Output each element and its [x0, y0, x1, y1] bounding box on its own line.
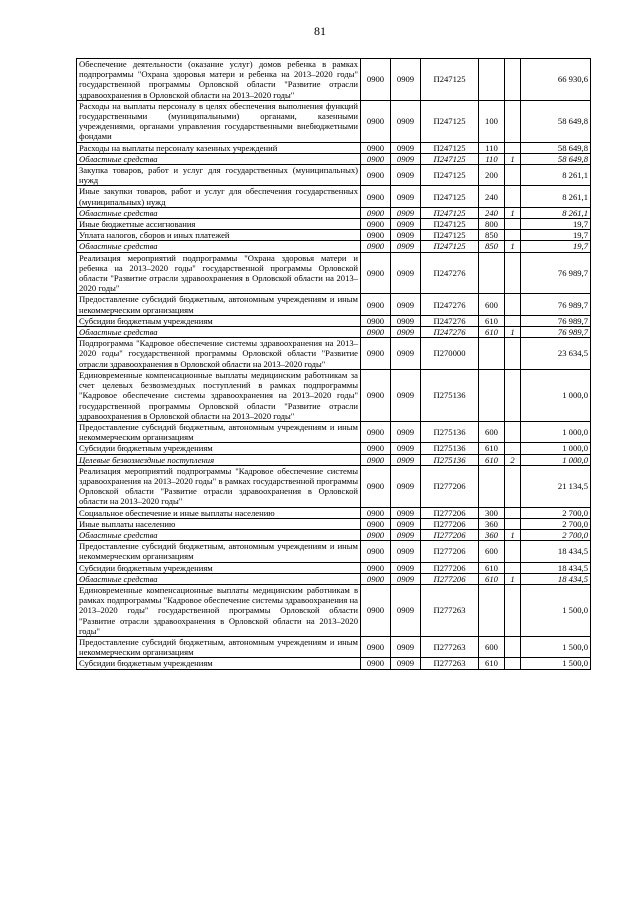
ministry-code: 0900 [361, 636, 391, 657]
row-description: Иные выплаты населению [77, 518, 361, 529]
ministry-code: 0900 [361, 518, 391, 529]
ministry-code: 0900 [361, 658, 391, 669]
table-row [77, 165, 591, 186]
table-row [77, 327, 591, 338]
expense-type-code: 610 [479, 327, 505, 338]
table-row [77, 142, 591, 153]
amount: 18 434,5 [521, 573, 591, 584]
table-row [77, 252, 591, 294]
amount: 23 634,5 [521, 338, 591, 370]
page-number: 81 [314, 24, 326, 38]
section-code: 0909 [391, 584, 421, 636]
table-row [77, 421, 591, 442]
funding-source-code [505, 518, 521, 529]
amount: 58 649,8 [521, 100, 591, 142]
ministry-code: 0900 [361, 421, 391, 442]
section-code: 0909 [391, 507, 421, 518]
funding-source-code [505, 443, 521, 454]
row-description: Единовременные компенсационные выплаты медицинским работникам за счет целевых безвозмездных поступлений в рамках подпрограммы "Кадровое обеспечение системы здравоохранения на 2013–2020 годы" государственной программы Орловской области "Развитие отрасли здравоохранения в Орловской области на 2013–2020 годы" [77, 369, 361, 421]
ministry-code: 0900 [361, 338, 391, 370]
section-code: 0909 [391, 465, 421, 507]
funding-source-code: 1 [505, 573, 521, 584]
target-article-code: П275136 [421, 421, 479, 442]
section-code: 0909 [391, 186, 421, 207]
ministry-code: 0900 [361, 315, 391, 326]
expense-type-code: 610 [479, 443, 505, 454]
ministry-code: 0900 [361, 241, 391, 252]
row-description: Реализация мероприятий подпрограммы "Охрана здоровья матери и ребенка на 2013–2020 годы" государственной программы Орловской области "Развитие отрасли здравоохранения в Орловской области на 2013–2020 годы" [77, 252, 361, 294]
row-description: Реализация мероприятий подпрограммы "Кадровое обеспечение системы здравоохранения на 2013–2020 годы" в рамках государственной программы Орловской области "Развитие отрасли здравоохранения в Орловской области на 2013–2020 годы" [77, 465, 361, 507]
amount: 1 000,0 [521, 421, 591, 442]
table-row [77, 507, 591, 518]
row-description: Областные средства [77, 241, 361, 252]
amount: 21 134,5 [521, 465, 591, 507]
section-code: 0909 [391, 59, 421, 101]
amount: 2 700,0 [521, 518, 591, 529]
section-code: 0909 [391, 636, 421, 657]
expense-type-code: 110 [479, 153, 505, 164]
budget-table [76, 58, 591, 670]
funding-source-code: 1 [505, 241, 521, 252]
row-description: Областные средства [77, 573, 361, 584]
target-article-code: П270000 [421, 338, 479, 370]
expense-type-code [479, 59, 505, 101]
amount: 58 649,8 [521, 142, 591, 153]
funding-source-code [505, 315, 521, 326]
funding-source-code: 2 [505, 454, 521, 465]
amount: 76 989,7 [521, 252, 591, 294]
expense-type-code: 610 [479, 315, 505, 326]
amount: 1 000,0 [521, 443, 591, 454]
expense-type-code: 600 [479, 636, 505, 657]
table-row [77, 518, 591, 529]
section-code: 0909 [391, 529, 421, 540]
funding-source-code [505, 59, 521, 101]
section-code: 0909 [391, 518, 421, 529]
amount: 1 000,0 [521, 454, 591, 465]
expense-type-code: 100 [479, 100, 505, 142]
ministry-code: 0900 [361, 165, 391, 186]
target-article-code: П247125 [421, 186, 479, 207]
funding-source-code [505, 636, 521, 657]
row-description: Иные закупки товаров, работ и услуг для обеспечения государственных (муниципальных) нужд [77, 186, 361, 207]
expense-type-code [479, 338, 505, 370]
row-description: Предоставление субсидий бюджетным, автономным учреждениям и иным некоммерческим организациям [77, 294, 361, 315]
ministry-code: 0900 [361, 294, 391, 315]
funding-source-code [505, 294, 521, 315]
section-code: 0909 [391, 241, 421, 252]
expense-type-code: 360 [479, 529, 505, 540]
ministry-code: 0900 [361, 584, 391, 636]
target-article-code: П247125 [421, 142, 479, 153]
target-article-code: П247276 [421, 327, 479, 338]
amount: 18 434,5 [521, 562, 591, 573]
amount: 1 500,0 [521, 636, 591, 657]
table-row [77, 573, 591, 584]
ministry-code: 0900 [361, 541, 391, 562]
ministry-code: 0900 [361, 142, 391, 153]
ministry-code: 0900 [361, 465, 391, 507]
row-description: Областные средства [77, 327, 361, 338]
section-code: 0909 [391, 454, 421, 465]
table-row [77, 219, 591, 230]
row-description: Субсидии бюджетным учреждениям [77, 658, 361, 669]
target-article-code: П247125 [421, 153, 479, 164]
table-row [77, 454, 591, 465]
row-description: Областные средства [77, 529, 361, 540]
ministry-code: 0900 [361, 529, 391, 540]
expense-type-code: 240 [479, 186, 505, 207]
row-description: Субсидии бюджетным учреждениям [77, 443, 361, 454]
section-code: 0909 [391, 369, 421, 421]
section-code: 0909 [391, 230, 421, 241]
funding-source-code: 1 [505, 153, 521, 164]
row-description: Предоставление субсидий бюджетным, автономным учреждениям и иным некоммерческим организациям [77, 636, 361, 657]
target-article-code: П247125 [421, 59, 479, 101]
table-row [77, 369, 591, 421]
ministry-code: 0900 [361, 207, 391, 218]
funding-source-code [505, 338, 521, 370]
row-description: Социальное обеспечение и иные выплаты населению [77, 507, 361, 518]
target-article-code: П247276 [421, 315, 479, 326]
amount: 58 649,8 [521, 153, 591, 164]
amount: 19,7 [521, 230, 591, 241]
table-body [77, 59, 591, 670]
table-row [77, 541, 591, 562]
section-code: 0909 [391, 573, 421, 584]
ministry-code: 0900 [361, 562, 391, 573]
target-article-code: П247125 [421, 100, 479, 142]
expense-type-code: 610 [479, 562, 505, 573]
expense-type-code: 600 [479, 294, 505, 315]
target-article-code: П277206 [421, 541, 479, 562]
section-code: 0909 [391, 252, 421, 294]
expense-type-code: 850 [479, 241, 505, 252]
section-code: 0909 [391, 658, 421, 669]
section-code: 0909 [391, 219, 421, 230]
amount: 76 989,7 [521, 327, 591, 338]
target-article-code: П247125 [421, 207, 479, 218]
ministry-code: 0900 [361, 327, 391, 338]
expense-type-code: 610 [479, 573, 505, 584]
ministry-code: 0900 [361, 59, 391, 101]
target-article-code: П277206 [421, 573, 479, 584]
table-row [77, 241, 591, 252]
expense-type-code [479, 465, 505, 507]
amount: 8 261,1 [521, 186, 591, 207]
expense-type-code: 610 [479, 454, 505, 465]
amount: 2 700,0 [521, 507, 591, 518]
target-article-code: П277206 [421, 562, 479, 573]
funding-source-code [505, 658, 521, 669]
row-description: Субсидии бюджетным учреждениям [77, 562, 361, 573]
table-row [77, 230, 591, 241]
target-article-code: П275136 [421, 369, 479, 421]
table-row [77, 153, 591, 164]
row-description: Областные средства [77, 207, 361, 218]
table-row [77, 186, 591, 207]
table-row [77, 465, 591, 507]
funding-source-code [505, 100, 521, 142]
funding-source-code [505, 252, 521, 294]
target-article-code: П277206 [421, 465, 479, 507]
expense-type-code: 600 [479, 421, 505, 442]
row-description: Обеспечение деятельности (оказание услуг) домов ребенка в рамках подпрограммы "Охрана здоровья матери и ребенка на 2013–2020 годы" государственной программы Орловской области "Развитие отрасли здравоохранения в Орловской области на 2013–2020 годы" [77, 59, 361, 101]
amount: 18 434,5 [521, 541, 591, 562]
expense-type-code: 240 [479, 207, 505, 218]
expense-type-code: 850 [479, 230, 505, 241]
target-article-code: П277263 [421, 636, 479, 657]
target-article-code: П275136 [421, 443, 479, 454]
expense-type-code: 360 [479, 518, 505, 529]
section-code: 0909 [391, 338, 421, 370]
section-code: 0909 [391, 100, 421, 142]
row-description: Иные бюджетные ассигнования [77, 219, 361, 230]
target-article-code: П247125 [421, 230, 479, 241]
table-row [77, 100, 591, 142]
row-description: Предоставление субсидий бюджетным, автономным учреждениям и иным некоммерческим организациям [77, 541, 361, 562]
table-row [77, 315, 591, 326]
expense-type-code: 600 [479, 541, 505, 562]
table-row [77, 658, 591, 669]
target-article-code: П277206 [421, 518, 479, 529]
funding-source-code [505, 421, 521, 442]
funding-source-code [505, 369, 521, 421]
ministry-code: 0900 [361, 454, 391, 465]
funding-source-code [505, 541, 521, 562]
target-article-code: П277263 [421, 584, 479, 636]
expense-type-code: 200 [479, 165, 505, 186]
funding-source-code [505, 219, 521, 230]
section-code: 0909 [391, 165, 421, 186]
section-code: 0909 [391, 443, 421, 454]
target-article-code: П277206 [421, 507, 479, 518]
section-code: 0909 [391, 142, 421, 153]
ministry-code: 0900 [361, 219, 391, 230]
table-row [77, 207, 591, 218]
ministry-code: 0900 [361, 153, 391, 164]
funding-source-code [505, 230, 521, 241]
row-description: Субсидии бюджетным учреждениям [77, 315, 361, 326]
funding-source-code [505, 584, 521, 636]
table-row [77, 562, 591, 573]
amount: 1 000,0 [521, 369, 591, 421]
expense-type-code [479, 369, 505, 421]
row-description: Расходы на выплаты персоналу казенных учреждений [77, 142, 361, 153]
amount: 66 930,6 [521, 59, 591, 101]
ministry-code: 0900 [361, 573, 391, 584]
ministry-code: 0900 [361, 443, 391, 454]
funding-source-code [505, 186, 521, 207]
table-row [77, 584, 591, 636]
expense-type-code: 610 [479, 658, 505, 669]
section-code: 0909 [391, 294, 421, 315]
funding-source-code [505, 562, 521, 573]
table-row [77, 294, 591, 315]
ministry-code: 0900 [361, 100, 391, 142]
table-row [77, 443, 591, 454]
section-code: 0909 [391, 421, 421, 442]
funding-source-code: 1 [505, 529, 521, 540]
target-article-code: П247276 [421, 294, 479, 315]
funding-source-code [505, 465, 521, 507]
ministry-code: 0900 [361, 230, 391, 241]
amount: 2 700,0 [521, 529, 591, 540]
row-description: Уплата налогов, сборов и иных платежей [77, 230, 361, 241]
section-code: 0909 [391, 541, 421, 562]
target-article-code: П247125 [421, 241, 479, 252]
row-description: Подпрограмма "Кадровое обеспечение системы здравоохранения на 2013–2020 годы" государственной программы Орловской области "Развитие отрасли здравоохранения в Орловской области на 2013–2020 годы" [77, 338, 361, 370]
table-row [77, 529, 591, 540]
amount: 8 261,1 [521, 207, 591, 218]
ministry-code: 0900 [361, 252, 391, 294]
section-code: 0909 [391, 207, 421, 218]
amount: 1 500,0 [521, 658, 591, 669]
row-description: Закупка товаров, работ и услуг для государственных (муниципальных) нужд [77, 165, 361, 186]
amount: 76 989,7 [521, 294, 591, 315]
funding-source-code: 1 [505, 327, 521, 338]
table-row [77, 59, 591, 101]
amount: 76 989,7 [521, 315, 591, 326]
row-description: Расходы на выплаты персоналу в целях обеспечения выполнения функций государственными (муниципальными) органами, казенными учреждениями, органами управления государственными внебюджетными фондами [77, 100, 361, 142]
funding-source-code [505, 142, 521, 153]
target-article-code: П275136 [421, 454, 479, 465]
amount: 19,7 [521, 219, 591, 230]
expense-type-code [479, 252, 505, 294]
section-code: 0909 [391, 153, 421, 164]
amount: 8 261,1 [521, 165, 591, 186]
section-code: 0909 [391, 327, 421, 338]
row-description: Предоставление субсидий бюджетным, автономным учреждениям и иным некоммерческим организациям [77, 421, 361, 442]
expense-type-code [479, 584, 505, 636]
ministry-code: 0900 [361, 369, 391, 421]
section-code: 0909 [391, 315, 421, 326]
expense-type-code: 110 [479, 142, 505, 153]
table-row [77, 636, 591, 657]
funding-source-code [505, 165, 521, 186]
target-article-code: П277263 [421, 658, 479, 669]
target-article-code: П277206 [421, 529, 479, 540]
funding-source-code: 1 [505, 207, 521, 218]
target-article-code: П247125 [421, 219, 479, 230]
expense-type-code: 300 [479, 507, 505, 518]
target-article-code: П247125 [421, 165, 479, 186]
row-description: Единовременные компенсационные выплаты медицинским работникам в рамках подпрограммы "Кадровое обеспечение системы здравоохранения на 2013–2020 годы" государственной программы Орловской области "Развитие отрасли здравоохранения в Орловской области на 2013–2020 годы" [77, 584, 361, 636]
expense-type-code: 800 [479, 219, 505, 230]
section-code: 0909 [391, 562, 421, 573]
amount: 1 500,0 [521, 584, 591, 636]
ministry-code: 0900 [361, 186, 391, 207]
table-row [77, 338, 591, 370]
target-article-code: П247276 [421, 252, 479, 294]
amount: 19,7 [521, 241, 591, 252]
row-description: Областные средства [77, 153, 361, 164]
funding-source-code [505, 507, 521, 518]
row-description: Целевые безвозмездные поступления [77, 454, 361, 465]
ministry-code: 0900 [361, 507, 391, 518]
